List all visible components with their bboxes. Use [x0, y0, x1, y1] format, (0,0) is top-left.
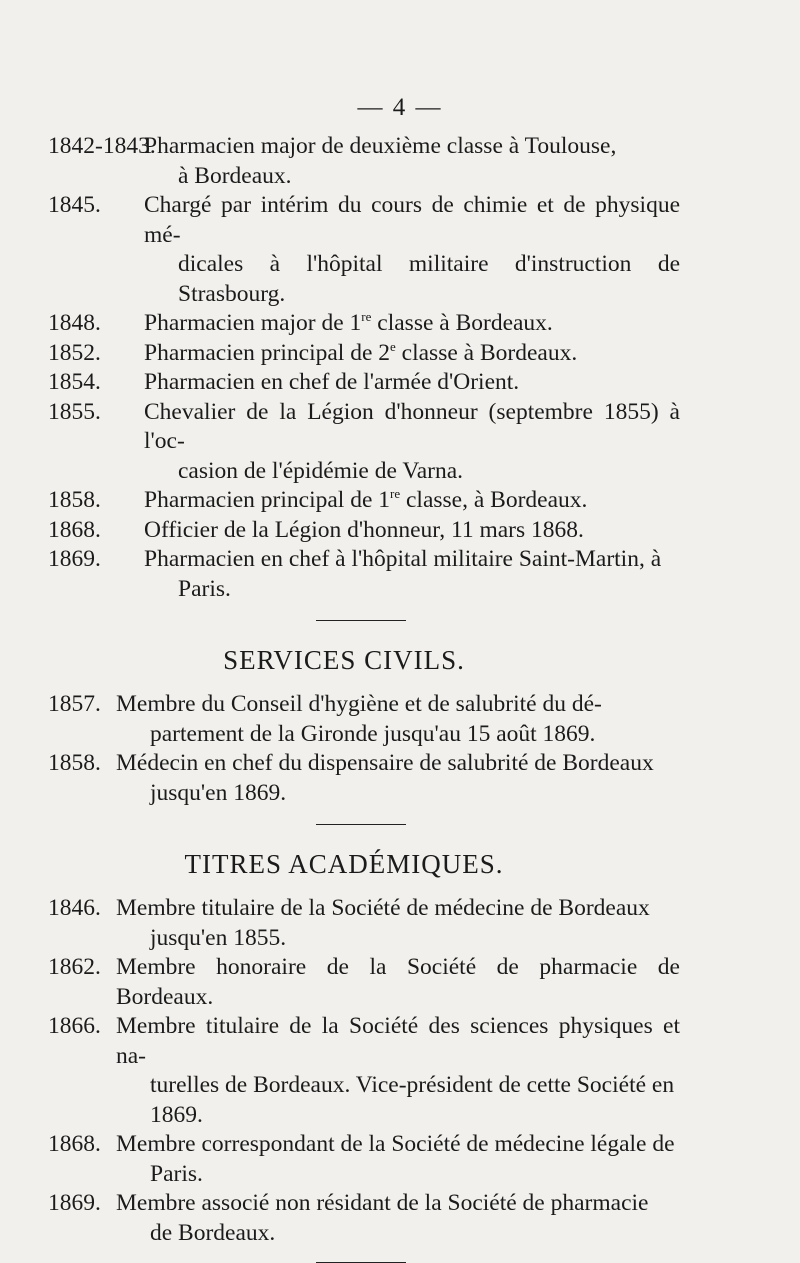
military-entries	[48, 132, 680, 604]
entry-text	[48, 486, 680, 516]
entry	[48, 545, 680, 604]
entry-year: 1868.	[48, 1131, 101, 1157]
entry	[48, 191, 680, 309]
entry-year: 1846.	[48, 895, 101, 921]
entry-line: classe à Bordeaux.	[395, 339, 578, 366]
entry-text	[48, 191, 680, 309]
separator-rule	[316, 620, 406, 621]
entry-year: 1845.	[48, 192, 101, 218]
entry-text	[48, 516, 680, 546]
entry-year: 1842-1843.	[48, 133, 156, 159]
entry	[48, 749, 680, 808]
ordinal-suffix: e	[390, 338, 396, 354]
entry-line: Membre honoraire de la Société de pharmacie de Bordeaux.	[116, 954, 680, 1010]
entry-text	[48, 1012, 680, 1130]
entry-year: 1862.	[48, 954, 101, 980]
entry-year: 1855.	[48, 398, 101, 425]
entry-continuation: de Bordeaux.	[150, 1219, 276, 1246]
entry-text	[48, 690, 680, 749]
page-number: — 4 —	[357, 94, 443, 121]
entry-line: Chevalier de la Légion d'honneur (septembre 1855) à l'oc-	[144, 398, 680, 454]
entry	[48, 368, 680, 398]
entry	[48, 1130, 680, 1189]
entry-continuation: jusqu'en 1869.	[150, 779, 287, 806]
entry-line: Membre du Conseil d'hygiène et de salubrité du dé-	[116, 691, 602, 717]
civil-entries	[48, 690, 680, 808]
entry-line: Pharmacien major de 1	[144, 310, 362, 336]
entry-text	[48, 545, 680, 604]
entry-line: Membre titulaire de la Société de médecine de Bordeaux	[116, 895, 650, 921]
entry	[48, 132, 680, 191]
entry-line: classe, à Bordeaux.	[400, 487, 588, 513]
entry	[48, 339, 680, 369]
entry-line: Pharmacien principal de 2	[144, 339, 391, 366]
entry	[48, 690, 680, 749]
entry	[48, 398, 680, 487]
entry-line: Pharmacien major de deuxième classe à Toulouse,	[144, 133, 617, 159]
entry-text	[48, 953, 680, 1012]
entry-continuation: partement de la Gironde jusqu'au 15 août 1869.	[150, 720, 596, 747]
entry-continuation: turelles de Bordeaux. Vice-président de cette Société en	[150, 1072, 675, 1098]
entry	[48, 309, 680, 339]
entry-line: Chargé par intérim du cours de chimie et de physique mé-	[144, 192, 680, 248]
content	[48, 132, 680, 1263]
section-heading-academiques: TITRES ACADÉMIQUES.	[184, 849, 504, 879]
entry	[48, 953, 680, 1012]
entry-continuation: Paris.	[178, 575, 231, 602]
entry-line: Officier de la Légion d'honneur, 11 mars 1868.	[144, 516, 584, 543]
entry	[48, 1189, 680, 1248]
entry	[48, 1012, 680, 1130]
section-heading-civils: SERVICES CIVILS.	[223, 645, 465, 675]
entry-year: 1857.	[48, 691, 101, 717]
entry-line: Membre titulaire de la Société des sciences physiques et na-	[116, 1013, 680, 1069]
entry-year: 1858.	[48, 750, 101, 776]
entry-year: 1866.	[48, 1013, 101, 1039]
entry-continuation: dicales à l'hôpital militaire d'instruction de Strasbourg.	[178, 251, 680, 307]
entry-text	[48, 368, 680, 398]
entry	[48, 516, 680, 546]
entry-line: classe à Bordeaux.	[371, 310, 553, 336]
entry-line: Pharmacien en chef de l'armée d'Orient.	[144, 369, 520, 395]
ordinal-suffix: re	[390, 486, 401, 502]
entry-year: 1868.	[48, 516, 101, 543]
entry-line: Membre associé non résidant de la Société de pharmacie	[116, 1190, 649, 1216]
entry-continuation: Paris.	[150, 1160, 203, 1187]
entry-continuation: jusqu'en 1855.	[150, 924, 287, 951]
entry-text	[48, 398, 680, 487]
entry-text	[48, 339, 680, 369]
entry-year: 1852.	[48, 339, 101, 366]
entry-continuation: casion de l'épidémie de Varna.	[178, 457, 464, 484]
entry-year: 1848.	[48, 310, 101, 336]
entry-line: Médecin en chef du dispensaire de salubrité de Bordeaux	[116, 750, 654, 776]
entry-continuation: 1869.	[150, 1101, 203, 1128]
entry-text	[48, 1130, 680, 1189]
entry-line: Membre correspondant de la Société de médecine légale de	[116, 1131, 675, 1157]
entry	[48, 894, 680, 953]
entry-year: 1869.	[48, 546, 101, 572]
entry-line: Pharmacien principal de 1	[144, 487, 391, 513]
entry-year: 1858.	[48, 487, 101, 513]
academic-entries	[48, 894, 680, 1248]
ordinal-suffix: re	[361, 309, 372, 325]
entry-year: 1869.	[48, 1190, 101, 1216]
entry-year: 1854.	[48, 369, 101, 395]
separator-rule	[316, 824, 406, 825]
entry	[48, 486, 680, 516]
entry-line: Pharmacien en chef à l'hôpital militaire Saint-Martin, à	[144, 546, 662, 572]
entry-continuation: à Bordeaux.	[178, 162, 292, 189]
entry-text	[48, 309, 680, 339]
entry-text	[48, 894, 680, 953]
entry-text	[48, 749, 680, 808]
entry-text	[48, 1189, 680, 1248]
